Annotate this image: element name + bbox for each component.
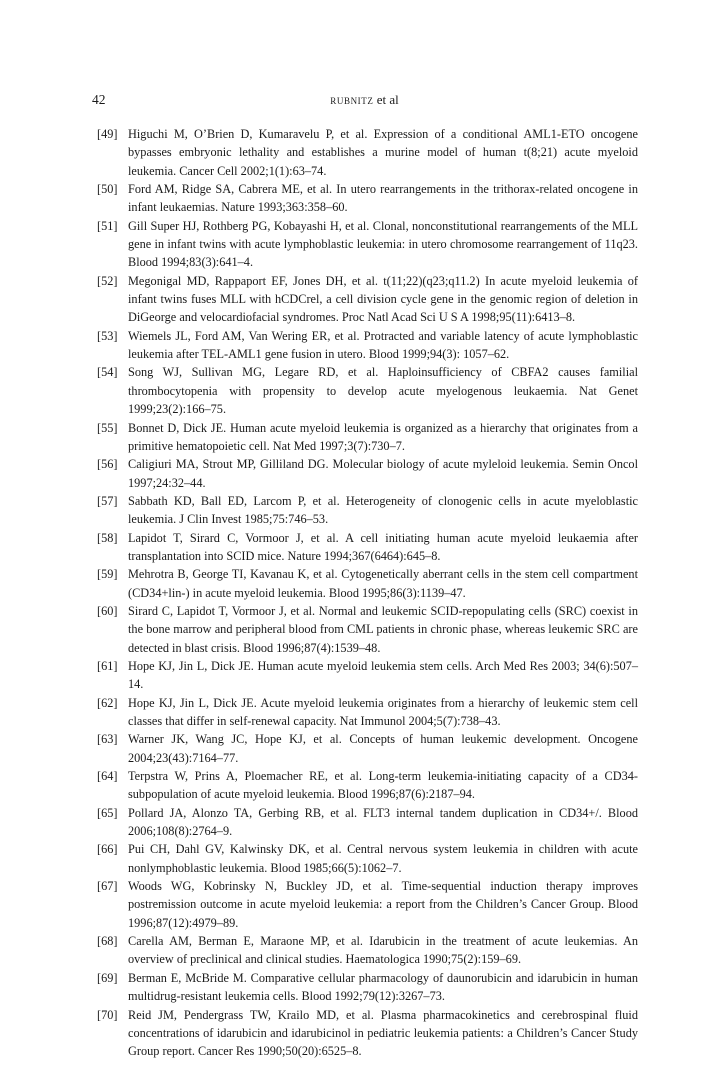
reference-number: [54] <box>97 365 118 380</box>
reference-number: [59] <box>97 567 118 582</box>
reference-item <box>92 272 638 327</box>
page-number: 42 <box>92 92 106 107</box>
page-header <box>92 92 637 112</box>
reference-text: Sirard C, Lapidot T, Vormoor J, et al. Normal and leukemic SCID-repopulating cells (SRC) coexist in the bone marrow and peripheral blood from CML patients in chronic phase, whereas leukemic SRC are detected in blast crisis. Blood 1996;87(4):1539–48. <box>128 603 638 655</box>
reference-item <box>92 657 638 694</box>
reference-number: [57] <box>97 493 118 508</box>
reference-number: [63] <box>97 732 118 747</box>
reference-text: Bonnet D, Dick JE. Human acute myeloid leukemia is organized as a hierarchy that originates from a primitive hematopoietic cell. Nat Med 1997;3(7):730–7. <box>128 420 638 453</box>
reference-item <box>92 969 638 1006</box>
reference-number: [61] <box>97 658 118 673</box>
reference-text: Terpstra W, Prins A, Ploemacher RE, et al. Long-term leukemia-initiating capacity of a CD34-subpopulation of acute myeloid leukemia. Blood 1996;87(6):2187–94. <box>128 769 638 802</box>
reference-text: Wiemels JL, Ford AM, Van Wering ER, et al. Protracted and variable latency of acute lymphoblastic leukemia after TEL-AML1 gene fusion in utero. Blood 1999;94(3): 1057–62. <box>128 328 638 362</box>
running-head-suffix: et al <box>376 92 399 107</box>
reference-item <box>92 529 638 566</box>
running-head-author: rubnitz <box>330 92 374 107</box>
reference-text: Hope KJ, Jin L, Dick JE. Human acute myeloid leukemia stem cells. Arch Med Res 2003; 34(6):507–14. <box>128 658 638 692</box>
reference-number: [68] <box>97 934 118 949</box>
reference-item <box>92 730 638 767</box>
reference-item <box>92 180 638 217</box>
reference-item <box>92 419 638 456</box>
reference-item <box>92 455 638 492</box>
reference-number: [64] <box>97 769 118 784</box>
reference-text: Sabbath KD, Ball ED, Larcom P, et al. Heterogeneity of clonogenic cells in acute myeloblastic leukemia. J Clin Invest 1985;75:746–53. <box>128 493 638 527</box>
reference-text: Caligiuri MA, Strout MP, Gilliland DG. Molecular biology of acute myleloid leukemia. Semin Oncol 1997;24:32–44. <box>128 457 638 490</box>
reference-text: Carella AM, Berman E, Maraone MP, et al. Idarubicin in the treatment of acute leukemias. An overview of preclinical and clinical studies. Haematologica 1990;75(2):159–69. <box>128 934 638 967</box>
reference-item <box>92 217 638 272</box>
reference-text: Pui CH, Dahl GV, Kalwinsky DK, et al. Central nervous system leukemia in children with acute nonlymphoblastic leukemia. Blood 1985;66(5):1062–7. <box>128 842 638 875</box>
reference-text: Pollard JA, Alonzo TA, Gerbing RB, et al. FLT3 internal tandem duplication in CD34+/. Blood 2006;108(8):2764–9. <box>128 805 638 839</box>
reference-item <box>92 877 638 932</box>
reference-item <box>92 932 638 969</box>
reference-number: [66] <box>97 842 118 857</box>
reference-number: [52] <box>97 273 118 288</box>
reference-text: Mehrotra B, George TI, Kavanau K, et al. Cytogenetically aberrant cells in the stem cell compartment (CD34+lin-) in acute myeloid leukemia. Blood 1995;86(3):1139–47. <box>128 567 638 600</box>
reference-number: [53] <box>97 328 118 343</box>
reference-text: Gill Super HJ, Rothberg PG, Kobayashi H, et al. Clonal, nonconstitutional rearrangements of the MLL gene in infant twins with acute lymphoblastic leukemia: in utero chromosome rearrangement of 11q23. Blood 1994;83(3):641–4. <box>128 218 638 270</box>
running-head <box>92 92 637 108</box>
reference-item <box>92 767 638 804</box>
reference-list <box>92 125 638 1061</box>
reference-number: [65] <box>97 805 118 820</box>
reference-number: [49] <box>97 127 118 141</box>
reference-item <box>92 602 638 657</box>
reference-number: [70] <box>97 1007 118 1022</box>
reference-item <box>92 804 638 841</box>
reference-item <box>92 694 638 731</box>
reference-number: [51] <box>97 218 118 233</box>
reference-text: Berman E, McBride M. Comparative cellular pharmacology of daunorubicin and idarubicin in human multidrug-resistant leukemia cells. Blood 1992;79(12):3267–73. <box>128 970 638 1004</box>
reference-text: Woods WG, Kobrinsky N, Buckley JD, et al. Time-sequential induction therapy improves postremission outcome in acute myeloid leukemia: a report from the Children’s Cancer Group. Blood 1996;87(12):4979–89. <box>128 879 638 930</box>
reference-number: [62] <box>97 695 118 710</box>
reference-number: [69] <box>97 970 118 985</box>
reference-number: [50] <box>97 182 118 197</box>
reference-text: Warner JK, Wang JC, Hope KJ, et al. Concepts of human leukemic development. Oncogene 2004;23(43):7164–77. <box>128 732 638 765</box>
reference-text: Ford AM, Ridge SA, Cabrera ME, et al. In utero rearrangements in the trithorax-related oncogene in infant leukaemias. Nature 1993;363:358–60. <box>128 182 638 215</box>
reference-text: Hope KJ, Jin L, Dick JE. Acute myeloid leukemia originates from a hierarchy of leukemic stem cell classes that differ in self-renewal capacity. Nat Immunol 2004;5(7):738–43. <box>128 695 638 728</box>
reference-text: Reid JM, Pendergrass TW, Krailo MD, et al. Plasma pharmacokinetics and cerebrospinal fluid concentrations of idarubicin and idarubicinol in pediatric leukemia patients: a Children’s Cancer Study Group report. Cancer Res 1990;50(20):6525–8. <box>128 1007 638 1059</box>
reference-number: [67] <box>97 879 118 894</box>
reference-item <box>92 840 638 877</box>
reference-item <box>92 492 638 529</box>
reference-number: [60] <box>97 603 118 618</box>
reference-number: [56] <box>97 457 118 472</box>
reference-text: Lapidot T, Sirard C, Vormoor J, et al. A cell initiating human acute myeloid leukaemia after transplantation into SCID mice. Nature 1994;367(6464):645–8. <box>128 530 638 563</box>
reference-number: [58] <box>97 530 118 545</box>
reference-item <box>92 565 638 602</box>
reference-item <box>92 363 638 418</box>
reference-text: Song WJ, Sullivan MG, Legare RD, et al. Haploinsufficiency of CBFA2 causes familial thrombocytopenia with propensity to develop acute myelogenous leukaemia. Nat Genet 1999;23(2):166–75. <box>128 365 638 417</box>
reference-text: Higuchi M, O’Brien D, Kumaravelu P, et al. Expression of a conditional AML1-ETO oncogene bypasses embryonic lethality and establishes a murine model of human t(8;21) acute myeloid leukemia. Cancer Cell 2002;1(1):63–74. <box>128 127 638 178</box>
reference-item <box>92 327 638 364</box>
reference-item <box>92 1006 638 1061</box>
reference-number: [55] <box>97 420 118 435</box>
reference-text: Megonigal MD, Rappaport EF, Jones DH, et al. t(11;22)(q23;q11.2) In acute myeloid leukemia of infant twins fuses MLL with hCDCrel, a cell division cycle gene in the genomic region of deletion in DiGeorge and velocardiofacial syndromes. Proc Natl Acad Sci U S A 1998;95(11):6413–8. <box>128 273 638 325</box>
reference-item <box>92 125 638 180</box>
